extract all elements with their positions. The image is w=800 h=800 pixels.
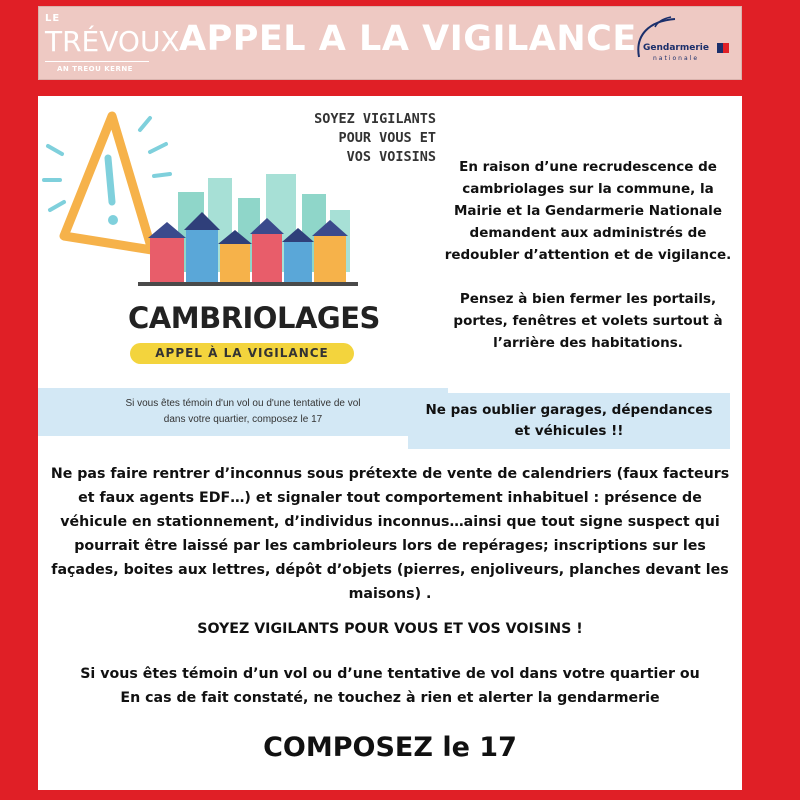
- witness-instructions: [38, 662, 742, 710]
- illustration-heading: [314, 110, 436, 167]
- vigilance-pill: APPEL À LA VIGILANCE: [130, 343, 354, 364]
- notice-text: [438, 156, 738, 354]
- witness-line: Si vous êtes témoin d’un vol ou d’une tentative de vol dans votre quartier ou: [80, 666, 700, 682]
- footer-line: dans votre quartier, composez le 17: [163, 414, 323, 425]
- witness-line: En cas de fait constaté, ne touchez à rien et alerter la gendarmerie: [120, 690, 660, 706]
- vigilance-slogan: SOYEZ VIGILANTS POUR VOUS ET VOS VOISINS !: [197, 621, 583, 637]
- illustration-footer: [38, 388, 448, 436]
- content-panel: [38, 96, 742, 790]
- city-buildings-icon: [138, 172, 358, 292]
- heading-line: POUR VOUS ET: [338, 130, 436, 146]
- notice-paragraph: Pensez à bien fermer les portails, portes, fenêtres et volets surtout à l’arrière des habitations.: [453, 291, 723, 351]
- reminder-line: Ne pas oublier garages, dépendances: [425, 402, 713, 418]
- logo-subtitle: AN TREOU KERNE: [57, 65, 133, 73]
- gendarmerie-logo: [627, 13, 735, 73]
- compose-17: COMPOSEZ le 17: [263, 732, 517, 763]
- page-title: APPEL A LA VIGILANCE: [179, 19, 637, 59]
- logo-word: TRÉVOUX: [45, 25, 180, 58]
- cambriolages-title: CAMBRIOLAGES: [128, 301, 380, 335]
- logo-prefix: LE: [45, 13, 61, 24]
- gendarmerie-name: Gendarmerie: [643, 43, 709, 53]
- logo-divider: [45, 61, 149, 62]
- header-banner: [38, 6, 742, 80]
- cambriolage-illustration: [38, 96, 448, 386]
- notice-paragraph: En raison d’une recrudescence de cambriolages sur la commune, la Mairie et la Gendarmerie Nationale demandent aux administrés de redoubler d’attention et de vigilance.: [444, 159, 732, 263]
- reminder-line: et véhicules !!: [514, 423, 624, 439]
- gendarmerie-sub: nationale: [653, 55, 700, 62]
- footer-line: Si vous êtes témoin d'un vol ou d'une tentative de vol: [125, 398, 361, 409]
- heading-line: VOS VOISINS: [346, 149, 436, 165]
- trevoux-logo: [45, 13, 180, 77]
- heading-line: SOYEZ VIGILANTS: [314, 111, 436, 127]
- reminder-box: [408, 393, 730, 449]
- main-advice: Ne pas faire rentrer d’inconnus sous prétexte de vente de calendriers (faux facteurs et faux agents EDF…) et signaler tout comportement inhabituel : présence de véhicule en stationnement, d’individus inconnus…ainsi que tout signe suspect qui pourrait être laissé par les cambrioleurs lors de repérages; inscriptions sur les façades, boites aux lettres, dépôt d’objets (pierres, enjoliveurs, planches devant les maisons) .: [50, 466, 730, 602]
